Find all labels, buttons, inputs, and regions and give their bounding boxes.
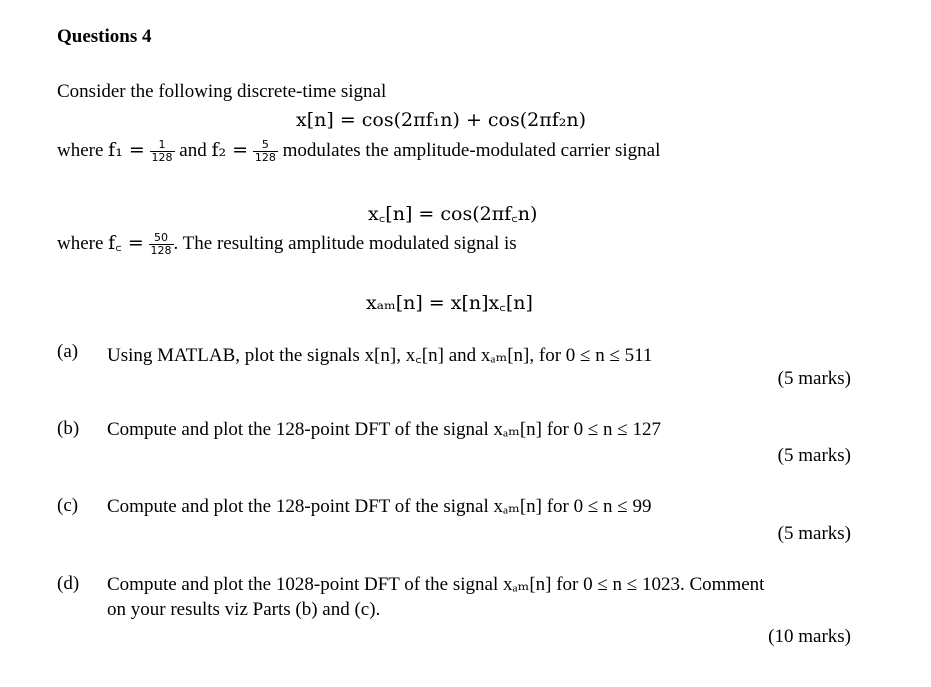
part-c-label: (c) bbox=[57, 495, 79, 516]
part-d-marks: (10 marks) bbox=[768, 626, 851, 647]
where-word: where bbox=[57, 233, 109, 254]
signal-lhs: x[n] = bbox=[296, 109, 362, 131]
resulting-signal-text: . The resulting amplitude modulated signal is bbox=[173, 233, 517, 254]
frequency-definition-line bbox=[57, 139, 660, 164]
am-signal-definition: xₐₘ[n] = x[n]x꜀[n] bbox=[366, 292, 533, 314]
intro-text: Consider the following discrete-time signal bbox=[57, 81, 387, 102]
f1-symbol: f₁ = bbox=[108, 139, 145, 161]
signal-definition bbox=[296, 109, 586, 131]
f2-symbol: f₂ = bbox=[211, 139, 249, 161]
part-b-text: Compute and plot the 128-point DFT of the signal xₐₘ[n] for 0 ≤ n ≤ 127 bbox=[107, 419, 661, 440]
fc-denominator: 128 bbox=[150, 244, 172, 258]
fc-fraction bbox=[149, 232, 174, 257]
carrier-lhs: x꜀[n] = bbox=[368, 203, 441, 225]
part-d-text-continued: on your results viz Parts (b) and (c). bbox=[107, 599, 381, 620]
f1-numerator: 1 bbox=[150, 139, 175, 152]
part-d-label: (d) bbox=[57, 573, 80, 594]
f2-denominator: 128 bbox=[254, 151, 276, 165]
part-b-marks: (5 marks) bbox=[777, 445, 851, 466]
f1-fraction bbox=[150, 139, 175, 164]
and-word: and bbox=[174, 140, 212, 161]
fc-numerator: 50 bbox=[149, 232, 174, 245]
part-d-text: Compute and plot the 1028-point DFT of the signal xₐₘ[n] for 0 ≤ n ≤ 1023. Comment bbox=[107, 574, 765, 595]
f1-denominator: 128 bbox=[151, 151, 173, 165]
carrier-frequency-line bbox=[57, 229, 517, 257]
part-b-label: (b) bbox=[57, 418, 80, 439]
signal-rhs: cos(2πf₁n) + cos(2πf₂n) bbox=[361, 109, 587, 131]
carrier-rhs: cos(2πf꜀n) bbox=[440, 203, 538, 225]
part-c-text: Compute and plot the 128-point DFT of the signal xₐₘ[n] for 0 ≤ n ≤ 99 bbox=[107, 496, 652, 517]
part-a-text: Using MATLAB, plot the signals x[n], x꜀[n] and xₐₘ[n], for 0 ≤ n ≤ 511 bbox=[107, 345, 653, 366]
where-word: where bbox=[57, 140, 109, 161]
fc-symbol: f꜀ = bbox=[108, 232, 144, 254]
f2-fraction bbox=[253, 139, 278, 164]
question-title: Questions 4 bbox=[57, 26, 152, 47]
modulates-text: modulates the amplitude-modulated carrier signal bbox=[277, 140, 661, 161]
carrier-definition bbox=[368, 200, 537, 226]
part-c-marks: (5 marks) bbox=[777, 523, 851, 544]
f2-numerator: 5 bbox=[253, 139, 278, 152]
part-a-marks: (5 marks) bbox=[777, 368, 851, 389]
part-a-label: (a) bbox=[57, 341, 79, 362]
